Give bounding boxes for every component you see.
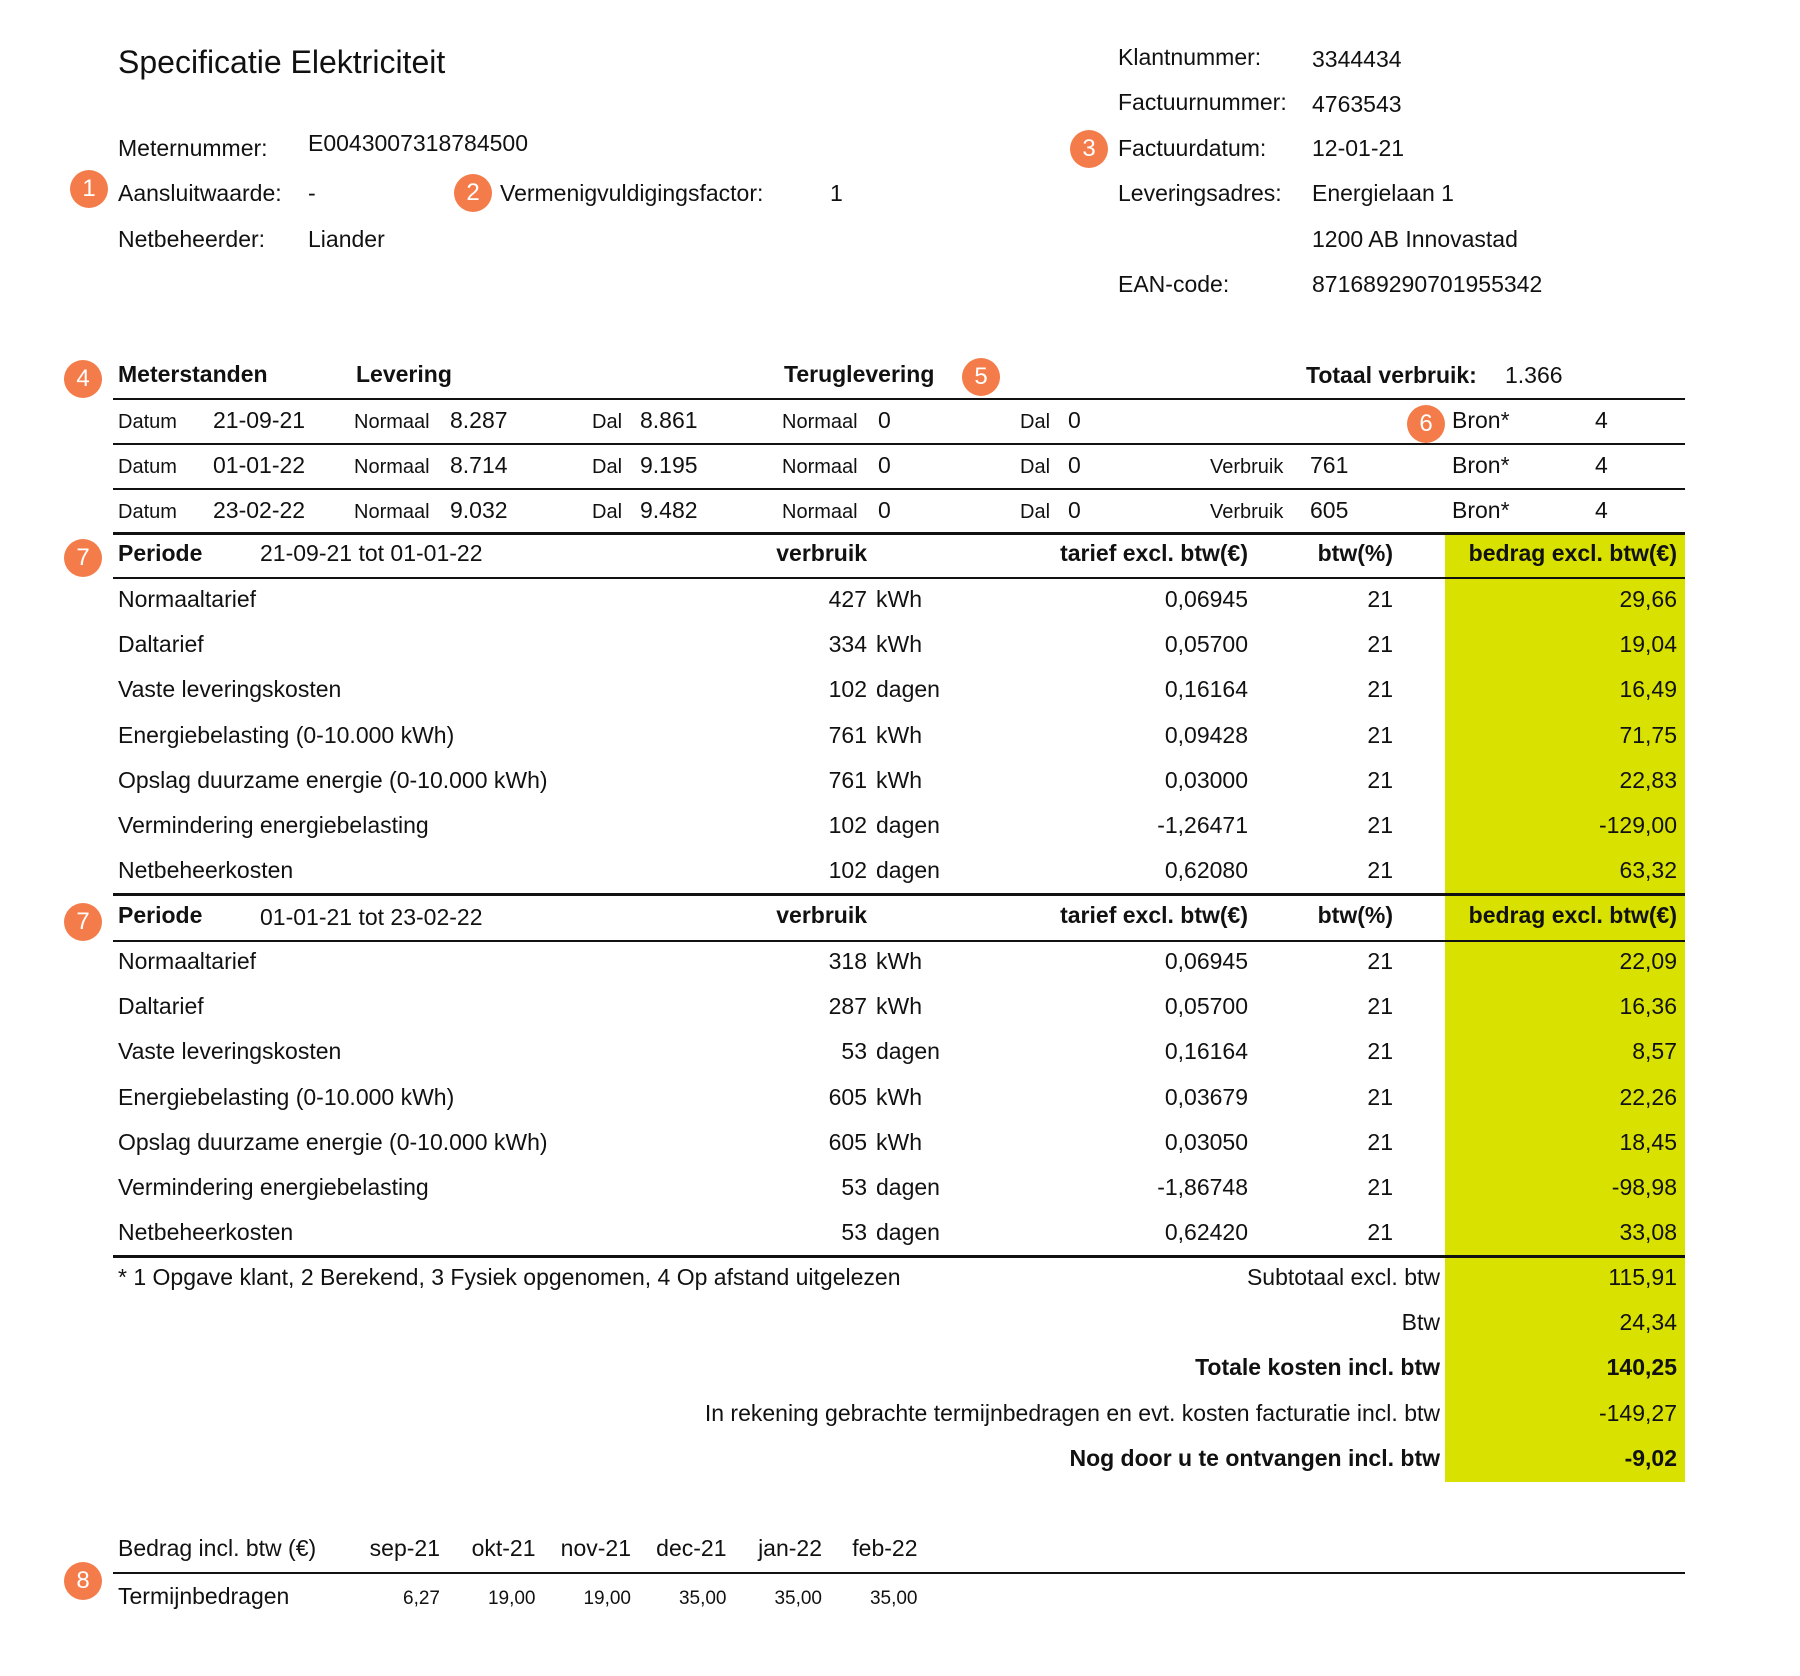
row-quantity: 761 xyxy=(828,721,867,748)
teruglevering-normaal-value: 0 xyxy=(878,407,891,433)
row-quantity: 102 xyxy=(828,857,867,884)
row-btw: 21 xyxy=(1367,1219,1393,1246)
teruglevering-heading: Teruglevering xyxy=(784,361,935,387)
row-label: Energiebelasting (0-10.000 kWh) xyxy=(118,1083,455,1110)
aansluitwaarde-label: Aansluitwaarde: xyxy=(118,180,282,206)
bron-value: 4 xyxy=(1595,452,1608,478)
page-title: Specificatie Elektriciteit xyxy=(118,44,446,80)
datum-label: Datum xyxy=(118,501,177,523)
row-unit: kWh xyxy=(876,766,922,793)
row-bedrag: 22,09 xyxy=(1619,948,1677,974)
row-label: Netbeheerkosten xyxy=(118,1219,294,1246)
termijn-month: feb-22 xyxy=(852,1535,918,1561)
row-bedrag: 19,04 xyxy=(1619,631,1677,658)
divider xyxy=(113,532,1685,535)
row-label: Opslag duurzame energie (0-10.000 kWh) xyxy=(118,1128,548,1155)
totals-label: Nog door u te ontvangen incl. btw xyxy=(1069,1444,1440,1471)
row-tarief: 0,03679 xyxy=(1164,1083,1248,1110)
row-label: Vaste leveringskosten xyxy=(118,1038,342,1065)
periode-label: Periode xyxy=(118,540,203,566)
factuurdatum-label: Factuurdatum: xyxy=(1118,135,1267,161)
levering-dal-value: 9.482 xyxy=(640,497,698,523)
aansluitwaarde-value: - xyxy=(308,180,316,206)
totals-value: 140,25 xyxy=(1606,1354,1677,1381)
row-btw: 21 xyxy=(1367,993,1393,1020)
divider xyxy=(113,488,1685,490)
row-tarief: 0,62420 xyxy=(1164,1219,1248,1246)
row-quantity: 102 xyxy=(828,676,867,703)
totals-label: Btw xyxy=(1401,1309,1440,1336)
totals-label: Subtotaal excl. btw xyxy=(1246,1264,1440,1290)
bedrag-heading: bedrag excl. btw(€) xyxy=(1468,902,1677,928)
levering-heading: Levering xyxy=(356,361,452,387)
row-unit: kWh xyxy=(876,721,922,748)
row-quantity: 53 xyxy=(841,1174,867,1200)
datum-label: Datum xyxy=(118,456,177,478)
row-unit: kWh xyxy=(876,993,922,1020)
row-unit: kWh xyxy=(876,631,922,658)
termijn-row-label: Termijnbedragen xyxy=(118,1583,290,1609)
row-quantity: 53 xyxy=(841,1038,867,1065)
leveringsadres-line2: 1200 AB Innovastad xyxy=(1312,226,1518,252)
datum-value: 23-02-22 xyxy=(213,497,306,523)
levering-normaal-value: 9.032 xyxy=(450,497,508,523)
termijn-header-label: Bedrag incl. btw (€) xyxy=(118,1535,317,1561)
termijn-amount: 35,00 xyxy=(774,1588,822,1609)
row-bedrag: -98,98 xyxy=(1611,1174,1677,1200)
row-unit: kWh xyxy=(876,1083,922,1110)
dal-label: Dal xyxy=(592,456,623,478)
row-tarief: -1,86748 xyxy=(1157,1174,1248,1200)
leveringsadres-label: Leveringsadres: xyxy=(1118,180,1282,206)
termijn-month: dec-21 xyxy=(656,1535,727,1561)
bron-footnote: * 1 Opgave klant, 2 Berekend, 3 Fysiek opgenomen, 4 Op afstand uitgelezen xyxy=(118,1264,901,1290)
row-quantity: 318 xyxy=(828,948,867,974)
row-bedrag: 16,36 xyxy=(1619,993,1677,1020)
row-label: Vermindering energiebelasting xyxy=(118,812,429,838)
termijn-amount: 6,27 xyxy=(403,1588,440,1609)
row-btw: 21 xyxy=(1367,631,1393,658)
row-unit: dagen xyxy=(876,1219,940,1246)
periode-range: 21-09-21 tot 01-01-22 xyxy=(260,540,483,566)
dal-label: Dal xyxy=(592,501,623,523)
ean-label: EAN-code: xyxy=(1118,271,1230,297)
bron-label: Bron* xyxy=(1452,497,1510,523)
klantnummer-label: Klantnummer: xyxy=(1118,44,1262,70)
callout-badge-7b: 7 xyxy=(64,903,102,941)
callout-badge-7a: 7 xyxy=(64,539,102,577)
meternummer-value: E0043007318784500 xyxy=(308,130,529,156)
teruglevering-normaal-value: 0 xyxy=(878,497,891,523)
bron-value: 4 xyxy=(1595,497,1608,523)
row-label: Vermindering energiebelasting xyxy=(118,1174,429,1200)
teruglevering-dal-value: 0 xyxy=(1068,452,1081,478)
row-btw: 21 xyxy=(1367,812,1393,838)
normaal-label: Normaal xyxy=(354,501,430,523)
levering-dal-value: 9.195 xyxy=(640,452,698,478)
vermenigvuldigingsfactor-value: 1 xyxy=(830,180,843,206)
ean-value: 871689290701955342 xyxy=(1312,271,1543,297)
totals-value: 24,34 xyxy=(1619,1309,1677,1336)
termijn-month: jan-22 xyxy=(758,1535,822,1561)
row-btw: 21 xyxy=(1367,586,1393,612)
row-bedrag: 8,57 xyxy=(1632,1038,1677,1065)
normaal-label: Normaal xyxy=(782,456,858,478)
row-label: Opslag duurzame energie (0-10.000 kWh) xyxy=(118,766,548,793)
teruglevering-normaal-value: 0 xyxy=(878,452,891,478)
row-bedrag: 22,26 xyxy=(1619,1083,1677,1110)
totals-value: -149,27 xyxy=(1598,1399,1677,1426)
totaal-verbruik-label: Totaal verbruik: xyxy=(1306,362,1477,388)
row-btw: 21 xyxy=(1367,1128,1393,1155)
row-btw: 21 xyxy=(1367,1083,1393,1110)
termijn-amount: 19,00 xyxy=(487,1588,536,1609)
periode-label: Periode xyxy=(118,902,203,928)
btw-heading: btw(%) xyxy=(1317,902,1393,928)
row-quantity: 53 xyxy=(841,1219,867,1246)
normaal-label: Normaal xyxy=(782,501,858,523)
divider xyxy=(113,443,1685,445)
bedrag-heading: bedrag excl. btw(€) xyxy=(1468,540,1677,566)
normaal-label: Normaal xyxy=(782,411,858,433)
tarief-heading: tarief excl. btw(€) xyxy=(1060,902,1248,928)
row-tarief: -1,26471 xyxy=(1157,812,1248,838)
divider xyxy=(113,398,1685,400)
netbeheerder-value: Liander xyxy=(308,226,385,252)
bron-label: Bron* xyxy=(1452,452,1510,478)
row-unit: dagen xyxy=(876,812,940,838)
callout-badge-6: 6 xyxy=(1407,405,1445,443)
row-quantity: 287 xyxy=(828,993,867,1020)
row-quantity: 334 xyxy=(828,631,867,658)
callout-badge-3: 3 xyxy=(1070,130,1108,168)
verbruik-label: Verbruik xyxy=(1210,501,1284,523)
row-btw: 21 xyxy=(1367,857,1393,884)
totals-label: In rekening gebrachte termijnbedragen en evt. kosten facturatie incl. btw xyxy=(704,1399,1440,1426)
totals-value: -9,02 xyxy=(1624,1444,1677,1471)
termijn-amount: 35,00 xyxy=(678,1588,727,1609)
row-tarief: 0,06945 xyxy=(1164,948,1248,974)
datum-value: 01-01-22 xyxy=(213,452,306,478)
termijn-amount: 35,00 xyxy=(869,1588,918,1609)
row-bedrag: 63,32 xyxy=(1619,857,1677,884)
row-tarief: 0,16164 xyxy=(1164,676,1248,703)
datum-value: 21-09-21 xyxy=(213,407,306,433)
netbeheerder-label: Netbeheerder: xyxy=(118,226,266,252)
meternummer-label: Meternummer: xyxy=(118,135,268,161)
verbruik-heading: verbruik xyxy=(776,902,867,928)
row-unit: dagen xyxy=(876,1174,940,1200)
row-btw: 21 xyxy=(1367,1174,1393,1200)
row-quantity: 605 xyxy=(828,1083,867,1110)
termijn-amount: 19,00 xyxy=(583,1588,631,1609)
btw-heading: btw(%) xyxy=(1317,540,1393,566)
row-label: Energiebelasting (0-10.000 kWh) xyxy=(118,721,455,748)
leveringsadres-line1: Energielaan 1 xyxy=(1312,180,1454,206)
totals-value: 115,91 xyxy=(1608,1264,1677,1290)
row-label: Daltarief xyxy=(118,993,204,1020)
bron-value: 4 xyxy=(1595,407,1608,433)
verbruik-label: Verbruik xyxy=(1210,456,1284,478)
row-unit: dagen xyxy=(876,1038,940,1065)
row-label: Netbeheerkosten xyxy=(118,857,294,884)
row-quantity: 761 xyxy=(828,766,867,793)
row-label: Vaste leveringskosten xyxy=(118,676,342,703)
dal-label: Dal xyxy=(1020,411,1051,433)
row-quantity: 102 xyxy=(828,812,867,838)
klantnummer-value: 3344434 xyxy=(1312,46,1402,72)
levering-dal-value: 8.861 xyxy=(640,407,698,433)
periode-range: 01-01-21 tot 23-02-22 xyxy=(260,904,483,930)
termijn-month: okt-21 xyxy=(471,1535,536,1561)
row-bedrag: 18,45 xyxy=(1619,1128,1677,1155)
row-label: Daltarief xyxy=(118,631,204,658)
divider xyxy=(113,893,1685,896)
factuurdatum-value: 12-01-21 xyxy=(1312,135,1405,161)
vermenigvuldigingsfactor-label: Vermenigvuldigingsfactor: xyxy=(500,180,764,206)
row-btw: 21 xyxy=(1367,766,1393,793)
row-quantity: 605 xyxy=(828,1128,867,1155)
levering-normaal-value: 8.287 xyxy=(450,407,508,433)
teruglevering-dal-value: 0 xyxy=(1068,407,1081,433)
callout-badge-5: 5 xyxy=(962,358,1000,396)
row-btw: 21 xyxy=(1367,676,1393,703)
termijn-month: nov-21 xyxy=(560,1535,631,1561)
row-tarief: 0,05700 xyxy=(1164,631,1248,658)
row-unit: kWh xyxy=(876,948,922,974)
divider xyxy=(113,940,1685,942)
row-label: Normaaltarief xyxy=(118,586,257,612)
callout-badge-1: 1 xyxy=(70,170,108,208)
row-bedrag: 22,83 xyxy=(1619,766,1677,793)
normaal-label: Normaal xyxy=(354,456,430,478)
factuurnummer-value: 4763543 xyxy=(1312,91,1402,117)
row-tarief: 0,03050 xyxy=(1164,1128,1248,1155)
row-unit: kWh xyxy=(876,586,922,612)
divider xyxy=(113,1572,1685,1574)
dal-label: Dal xyxy=(1020,501,1051,523)
callout-badge-2: 2 xyxy=(454,174,492,212)
levering-normaal-value: 8.714 xyxy=(450,452,508,478)
dal-label: Dal xyxy=(592,411,623,433)
row-tarief: 0,16164 xyxy=(1164,1038,1248,1065)
verbruik-value: 605 xyxy=(1310,497,1349,523)
callout-badge-4: 4 xyxy=(64,360,102,398)
row-bedrag: 71,75 xyxy=(1619,721,1677,748)
factuurnummer-label: Factuurnummer: xyxy=(1118,89,1287,115)
row-unit: kWh xyxy=(876,1128,922,1155)
meterstanden-title: Meterstanden xyxy=(118,361,268,387)
totaal-verbruik-value: 1.366 xyxy=(1505,362,1563,388)
verbruik-value: 761 xyxy=(1310,452,1349,478)
row-quantity: 427 xyxy=(828,586,867,612)
row-bedrag: 33,08 xyxy=(1619,1219,1677,1246)
verbruik-heading: verbruik xyxy=(776,540,867,566)
row-tarief: 0,03000 xyxy=(1164,766,1248,793)
normaal-label: Normaal xyxy=(354,411,430,433)
row-tarief: 0,09428 xyxy=(1164,721,1248,748)
divider xyxy=(113,1255,1685,1258)
datum-label: Datum xyxy=(118,411,177,433)
dal-label: Dal xyxy=(1020,456,1051,478)
row-btw: 21 xyxy=(1367,948,1393,974)
row-bedrag: 29,66 xyxy=(1619,586,1677,612)
tarief-heading: tarief excl. btw(€) xyxy=(1060,540,1248,566)
row-tarief: 0,05700 xyxy=(1164,993,1248,1020)
row-bedrag: 16,49 xyxy=(1619,676,1677,703)
termijn-month: sep-21 xyxy=(369,1535,440,1561)
row-unit: dagen xyxy=(876,857,940,884)
teruglevering-dal-value: 0 xyxy=(1068,497,1081,523)
row-btw: 21 xyxy=(1367,721,1393,748)
row-tarief: 0,62080 xyxy=(1164,857,1248,884)
callout-badge-8: 8 xyxy=(64,1562,102,1600)
row-btw: 21 xyxy=(1367,1038,1393,1065)
row-label: Normaaltarief xyxy=(118,948,257,974)
divider xyxy=(113,577,1685,579)
row-bedrag: -129,00 xyxy=(1598,812,1677,838)
row-tarief: 0,06945 xyxy=(1164,586,1248,612)
totals-label: Totale kosten incl. btw xyxy=(1195,1354,1440,1381)
row-unit: dagen xyxy=(876,676,940,703)
bron-label: Bron* xyxy=(1452,407,1510,433)
